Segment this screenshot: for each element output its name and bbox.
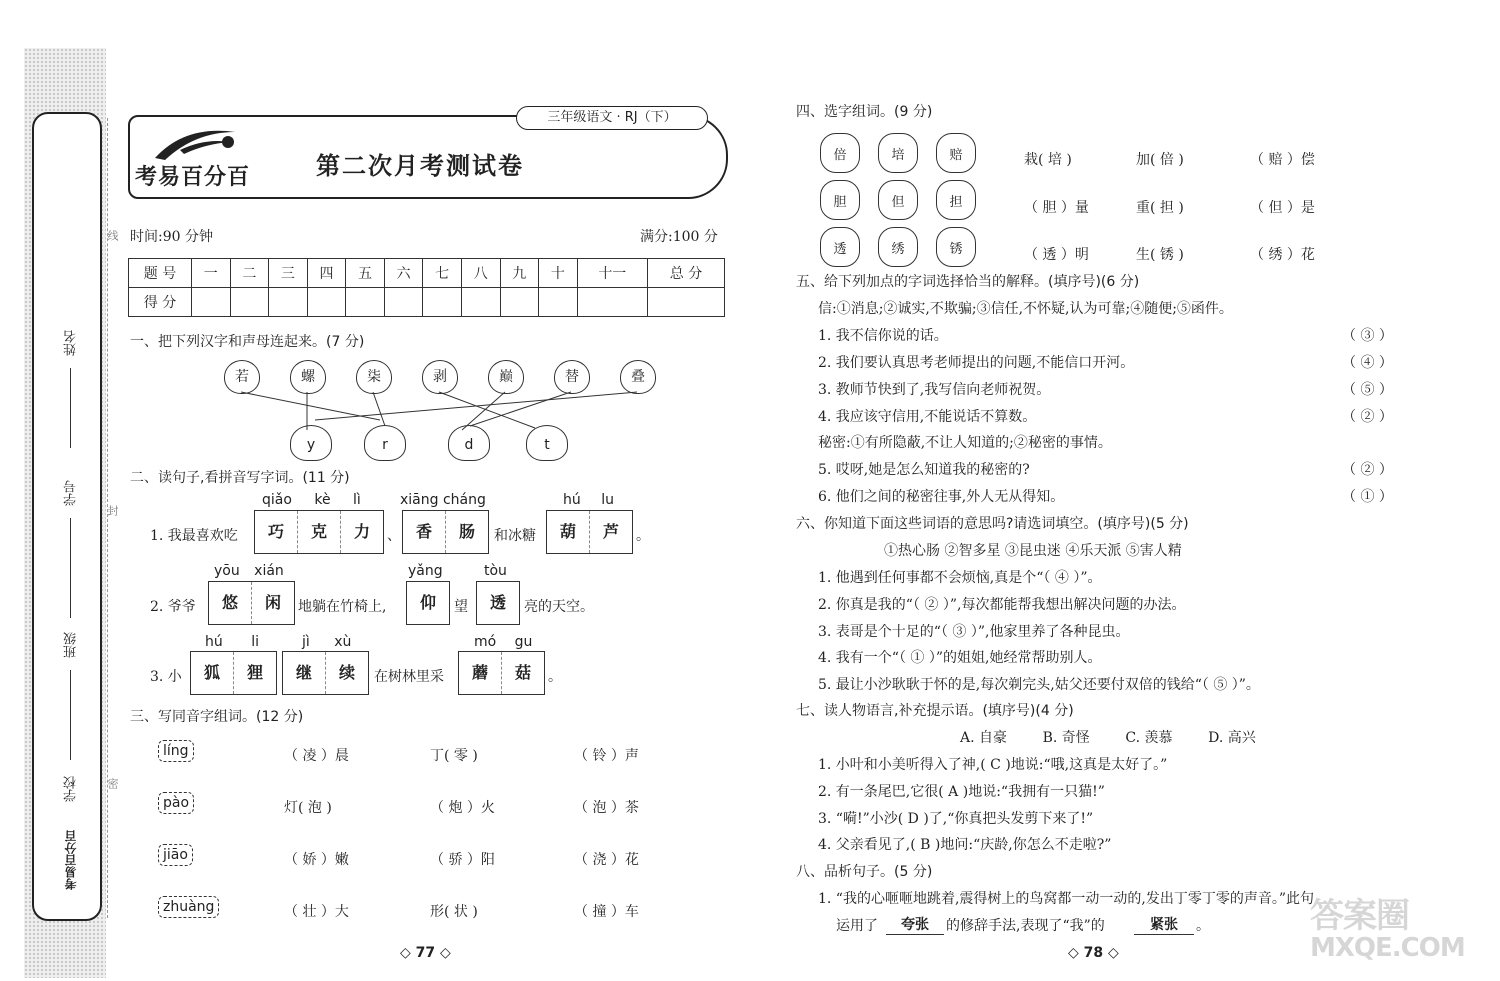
answer-char: 狸 <box>246 663 263 682</box>
answer-char: 狐 <box>191 652 234 694</box>
s3-answer: （ 炮 ）火 <box>430 800 495 816</box>
pinyin: hú lu <box>563 492 614 508</box>
s8-line2-b: 的修辞手法,表现了“我”的 <box>946 918 1105 934</box>
answer-char: 肠 <box>458 522 475 541</box>
s4-answer: 栽( 培 ) <box>1024 152 1072 168</box>
flower-char: 锈 <box>936 227 976 267</box>
score-cell: 六 <box>384 259 423 288</box>
apple-char: 若 <box>224 360 260 394</box>
s4-answer: （ 透 ）明 <box>1024 247 1089 263</box>
score-cell: 十 <box>539 259 578 288</box>
section-4-title: 四、选字组词。(9 分) <box>796 104 933 120</box>
s7-item: 1. 小叶和小美听得入了神,( C )地说:“哦,这真是太好了。” <box>818 757 1168 773</box>
apple-char: 叠 <box>620 360 656 394</box>
logo-text: 考易百分百 <box>135 165 251 190</box>
score-cell: 题 号 <box>129 259 192 288</box>
s4-answer: （ 但 ）是 <box>1250 200 1315 216</box>
char-boxes <box>406 581 450 625</box>
section-7-title: 七、读人物语言,补充提示语。(填序号)(4 分) <box>796 703 1074 719</box>
s3-answer: （ 凌 ）晨 <box>284 748 349 764</box>
s2-line2-prefix: 2. 爷爷 <box>150 599 196 615</box>
name-label: 姓名 <box>64 330 79 356</box>
answer-char: 透 <box>489 593 506 612</box>
s7-item: 3. “嗬!”小沙( D )了,“你真把头发剪下来了!” <box>818 811 1094 827</box>
flower-char: 胆 <box>820 180 860 220</box>
s5-answer: （ ⑤ ） <box>1342 382 1393 398</box>
s5-item: 4. 我应该守信用,不能说话不算数。 <box>818 409 1037 425</box>
s3-answer: （ 浇 ）花 <box>574 852 639 868</box>
cut-mark-1: 线 <box>106 230 119 241</box>
s6-item: 3. 表哥是个十足的“（ ③ ）”,他家里养了各种昆虫。 <box>818 624 1130 640</box>
score-cell: 九 <box>500 259 539 288</box>
grade-tag: 三年级语文 · RJ（下） <box>516 106 708 130</box>
answer-char: 闲 <box>264 593 281 612</box>
s4-answer: 加( 倍 ) <box>1136 152 1184 168</box>
s3-answer: （ 壮 ）大 <box>284 904 349 920</box>
score-cell: 五 <box>346 259 385 288</box>
char-boxes <box>190 651 277 695</box>
apple-char: 巅 <box>488 360 524 394</box>
flower-char: 透 <box>820 227 860 267</box>
score-input[interactable] <box>461 288 500 317</box>
s8-line2-c: 。 <box>1196 918 1210 934</box>
s6-item: 1. 他遇到任何事都不会烦恼,真是个“（ ④ ）”。 <box>818 570 1102 586</box>
s7-item: 2. 有一条尾巴,它很( A )地说:“我拥有一只猫!” <box>818 784 1105 800</box>
score-value-row <box>129 288 725 317</box>
s8-line1: 1. “我的心咂咂地跳着,震得树上的鸟窝都一动一动的,发出丁零丁零的声音。”此句 <box>818 891 1315 907</box>
cut-mark-3: 密 <box>106 778 119 789</box>
id-line <box>70 518 71 618</box>
score-header-row <box>129 259 725 288</box>
apple-char: 剥 <box>422 360 458 394</box>
pinyin: qiǎo kè lì <box>262 492 361 508</box>
s3-answer: （ 泡 ）茶 <box>574 800 639 816</box>
s3-answer: （ 撞 ）车 <box>574 904 639 920</box>
pinyin: yōu xián <box>214 563 284 579</box>
s7-options: A. 自豪 B. 奇怪 C. 羡慕 D. 高兴 <box>960 730 1256 746</box>
page-number-right: ◇ 78 ◇ <box>1068 945 1119 961</box>
s3-answer: 形( 状 ) <box>430 904 478 920</box>
watermark <box>1310 888 1465 963</box>
pinyin: jì xù <box>302 634 352 650</box>
s2-line1-end: 。 <box>636 528 650 544</box>
s5-answer: （ ④ ） <box>1342 355 1393 371</box>
section-3-title: 三、写同音字组词。(12 分) <box>130 709 304 725</box>
score-input[interactable] <box>577 288 647 317</box>
flower-char: 但 <box>878 180 918 220</box>
answer-char: 蘑 <box>459 652 502 694</box>
pinyin-box: zhuàng <box>158 896 219 918</box>
s2-line3-end: 。 <box>548 669 562 685</box>
s2-line1-mid: 和冰糖 <box>494 528 536 544</box>
s8-answer-2: 紧张 <box>1134 914 1194 935</box>
s8-line2-a: 运用了 <box>836 918 878 934</box>
watermark-line2: MXQE.COM <box>1310 933 1465 963</box>
apple-char: 螺 <box>290 360 326 394</box>
pinyin: mó gu <box>474 634 533 650</box>
exam-full-score: 满分:100 分 <box>640 229 718 245</box>
apple-char: 柒 <box>356 360 392 394</box>
answer-char: 巧 <box>255 511 298 553</box>
s6-item: 4. 我有一个“（ ① ）”的姐姐,她经常帮助别人。 <box>818 650 1102 666</box>
strip-logo: 考易百分百 <box>64 830 78 890</box>
pinyin: hú li <box>205 634 259 650</box>
flower-char: 担 <box>936 180 976 220</box>
flower-char: 绣 <box>878 227 918 267</box>
char-boxes <box>402 510 489 554</box>
cut-mark-2: 封 <box>106 505 119 516</box>
s5-answer: （ ② ） <box>1342 409 1393 425</box>
exam-time: 时间:90 分钟 <box>130 229 213 245</box>
s5-item: 5. 哎呀,她是怎么知道我的秘密的? <box>818 462 1030 478</box>
score-table <box>128 258 725 317</box>
s5-answer: （ ③ ） <box>1342 328 1393 344</box>
pinyin-box: líng <box>158 740 194 762</box>
flower-char: 倍 <box>820 133 860 173</box>
answer-char: 力 <box>353 522 370 541</box>
s2-line2-end: 亮的天空。 <box>524 599 594 615</box>
s8-answer-1: 夸张 <box>886 914 944 935</box>
section-1-title: 一、把下列汉字和声母连起来。(7 分) <box>130 334 365 350</box>
name-line <box>70 368 71 448</box>
s5-def1: 信:①消息;②诚实,不欺骗;③信任,不怀疑,认为可靠;④随便;⑤函件。 <box>818 301 1233 317</box>
s5-item: 1. 我不信你说的话。 <box>818 328 948 344</box>
char-boxes <box>254 510 384 554</box>
pinyin: tòu <box>484 563 507 579</box>
pinyin-box: pào <box>158 792 194 814</box>
s4-answer: 重( 担 ) <box>1136 200 1184 216</box>
s3-answer: （ 铃 ）声 <box>574 748 639 764</box>
pinyin-box: jiāo <box>158 844 193 866</box>
char-boxes <box>208 581 295 625</box>
score-cell: 八 <box>461 259 500 288</box>
answer-char: 悠 <box>209 582 252 624</box>
exam-title: 第二次月考测试卷 <box>316 152 524 180</box>
s2-line1-prefix: 1. 我最喜欢吃 <box>150 528 238 544</box>
flower-char: 培 <box>878 133 918 173</box>
char-boxes <box>282 651 369 695</box>
s2-line2-mid2: 望 <box>454 599 468 615</box>
score-input[interactable] <box>346 288 385 317</box>
peach-letter: r <box>364 425 406 461</box>
flower-char: 赔 <box>936 133 976 173</box>
answer-char: 仰 <box>419 593 436 612</box>
s4-answer: （ 赔 ）偿 <box>1250 152 1315 168</box>
score-input[interactable] <box>539 288 578 317</box>
answer-char: 继 <box>283 652 326 694</box>
s7-item: 4. 父亲看见了,( B )地问:“庆龄,你怎么不走啦?” <box>818 837 1112 853</box>
peach-letter: d <box>448 425 490 461</box>
score-cell: 总 分 <box>648 259 725 288</box>
s2-line3-prefix: 3. 小 <box>150 669 182 685</box>
answer-char: 葫 <box>547 511 590 553</box>
section-8-title: 八、品析句子。(5 分) <box>796 864 933 880</box>
score-cell: 七 <box>423 259 462 288</box>
score-input[interactable] <box>500 288 539 317</box>
pinyin: yǎng <box>408 563 443 579</box>
id-label: 学号 <box>64 480 79 506</box>
answer-char: 续 <box>338 663 355 682</box>
pinyin: xiāng cháng <box>400 492 486 508</box>
score-label: 得 分 <box>129 288 192 317</box>
score-cell: 十一 <box>577 259 647 288</box>
watermark-line1: 答案圈 <box>1310 896 1409 936</box>
s4-answer: （ 胆 ）量 <box>1024 200 1089 216</box>
s3-answer: （ 骄 ）阳 <box>430 852 495 868</box>
score-input[interactable] <box>423 288 462 317</box>
s5-def2: 秘密:①有所隐蔽,不让人知道的;②秘密的事情。 <box>818 435 1112 451</box>
section-2-title: 二、读句子,看拼音写字词。(11 分) <box>130 470 350 486</box>
swoosh-logo-icon <box>150 120 240 162</box>
score-input[interactable] <box>384 288 423 317</box>
school-label: 学校 <box>64 776 79 802</box>
s3-answer: （ 娇 ）嫩 <box>284 852 349 868</box>
s3-answer: 丁( 零 ) <box>430 748 478 764</box>
char-boxes <box>458 651 545 695</box>
s6-item: 5. 最让小沙耿耿于怀的是,每次剃完头,姑父还要付双倍的钱给“（ ⑤ ）”。 <box>818 677 1260 693</box>
s5-item: 2. 我们要认真思考老师提出的问题,不能信口开河。 <box>818 355 1135 371</box>
score-input[interactable] <box>230 288 269 317</box>
score-input[interactable] <box>648 288 725 317</box>
score-cell: 一 <box>192 259 231 288</box>
section-5-title: 五、给下列加点的字词选择恰当的解释。(填序号)(6 分) <box>796 274 1140 290</box>
answer-char: 克 <box>298 511 341 553</box>
peach-letter: y <box>290 425 332 461</box>
section-6-title: 六、你知道下面这些词语的意思吗?请选词填空。(填序号)(5 分) <box>796 516 1189 532</box>
s5-item: 6. 他们之间的秘密往事,外人无从得知。 <box>818 489 1065 505</box>
s2-line3-mid: 在树林里采 <box>374 669 444 685</box>
class-label: 班级 <box>64 632 79 658</box>
s3-answer: 灯( 泡 ) <box>284 800 332 816</box>
class-line <box>70 670 71 760</box>
apple-char: 替 <box>554 360 590 394</box>
score-cell: 四 <box>307 259 346 288</box>
score-cell: 三 <box>269 259 308 288</box>
char-boxes <box>546 510 633 554</box>
s4-answer: 生( 锈 ) <box>1136 247 1184 263</box>
answer-char: 芦 <box>602 522 619 541</box>
answer-char: 香 <box>403 511 446 553</box>
score-input[interactable] <box>307 288 346 317</box>
matching-lines <box>200 380 670 440</box>
s2-sep: 、 <box>387 528 401 544</box>
s2-line2-mid1: 地躺在竹椅上, <box>298 599 387 615</box>
score-cell: 二 <box>230 259 269 288</box>
s6-options: ①热心肠 ②智多星 ③昆虫迷 ④乐天派 ⑤害人精 <box>884 543 1182 559</box>
s6-item: 2. 你真是我的“（ ② ）”,每次都能帮我想出解决问题的办法。 <box>818 597 1186 613</box>
s5-answer: （ ① ） <box>1342 489 1393 505</box>
score-input[interactable] <box>269 288 308 317</box>
s5-item: 3. 教师节快到了,我写信向老师祝贺。 <box>818 382 1051 398</box>
page-number-left: ◇ 77 ◇ <box>400 945 451 961</box>
char-boxes <box>476 581 520 625</box>
s5-answer: （ ② ） <box>1342 462 1393 478</box>
s4-answer: （ 绣 ）花 <box>1250 247 1315 263</box>
answer-char: 菇 <box>514 663 531 682</box>
peach-letter: t <box>526 425 568 461</box>
score-input[interactable] <box>192 288 231 317</box>
